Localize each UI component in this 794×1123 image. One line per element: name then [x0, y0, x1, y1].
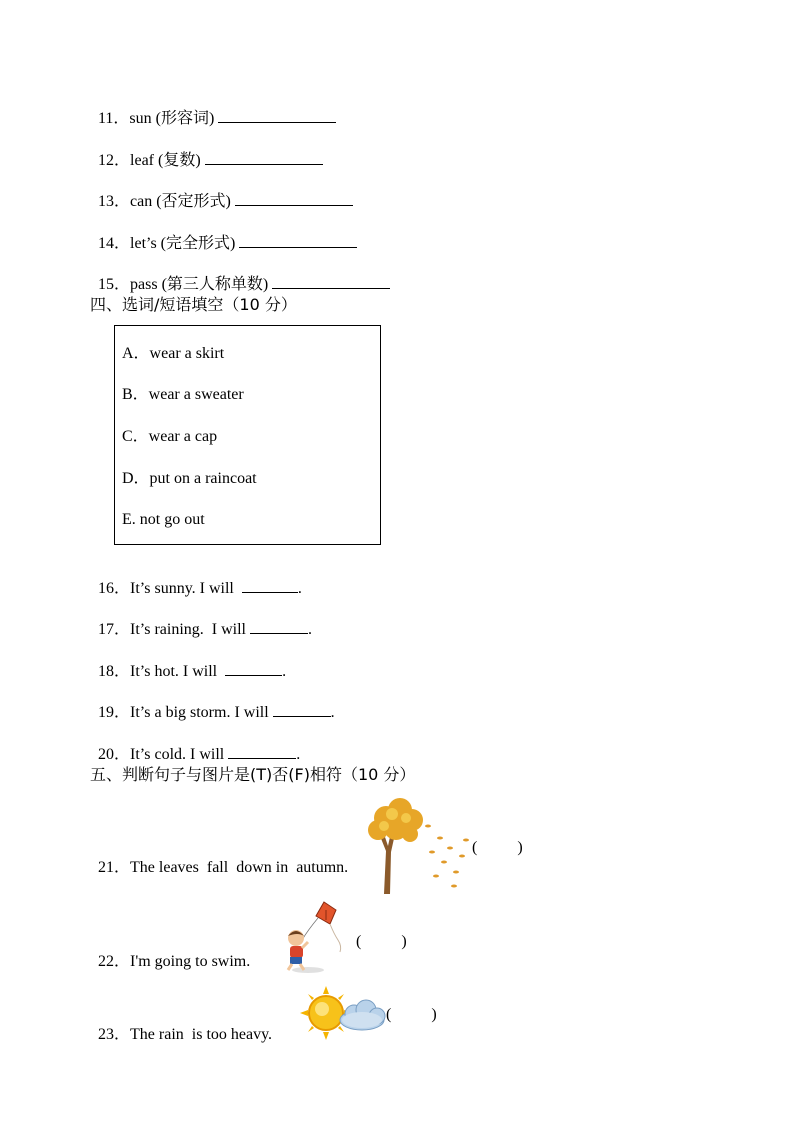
- question-18: [90, 641, 286, 682]
- question-number: 13．: [98, 193, 131, 210]
- sentence-end: .: [297, 580, 302, 597]
- option-d: D．put on a raincoat: [122, 470, 257, 487]
- word-bank-box: [114, 325, 381, 545]
- question-14: [90, 213, 357, 254]
- question-13: [90, 171, 353, 212]
- question-text: The leaves fall down in autumn.: [130, 859, 349, 876]
- answer-blank[interactable]: [235, 191, 353, 206]
- question-text: pass (第三人称单数): [130, 276, 273, 293]
- answer-parentheses[interactable]: ( ): [356, 933, 407, 950]
- question-number: 14．: [98, 235, 131, 252]
- question-text: let’s (完全形式): [130, 235, 240, 252]
- question-number: 15．: [98, 276, 131, 293]
- question-number: 12．: [98, 152, 131, 169]
- question-text: It’s cold. I will: [130, 746, 229, 763]
- answer-parentheses[interactable]: ( ): [386, 1006, 437, 1023]
- answer-blank[interactable]: [239, 233, 357, 248]
- sun-and-cloud-picture: [300, 986, 388, 1040]
- answer-blank[interactable]: [218, 108, 336, 123]
- question-text: leaf (复数): [130, 152, 205, 169]
- question-number: 17．: [98, 621, 131, 638]
- question-text: It’s hot. I will: [130, 663, 226, 680]
- answer-blank[interactable]: [225, 661, 282, 676]
- question-number: 22．: [98, 953, 131, 970]
- question-number: 11．: [98, 110, 130, 127]
- question-text: I'm going to swim.: [130, 953, 251, 970]
- answer-blank[interactable]: [250, 619, 308, 634]
- question-text: It’s sunny. I will: [130, 580, 242, 597]
- question-number: 16．: [98, 580, 131, 597]
- question-number: 23．: [98, 1026, 131, 1043]
- answer-blank[interactable]: [228, 744, 296, 759]
- section-5-heading: 五、判断句子与图片是(T)否(F)相符（10 分）: [90, 765, 416, 784]
- question-text: The rain is too heavy.: [130, 1026, 273, 1043]
- answer-blank[interactable]: [273, 702, 331, 717]
- question-number: 20．: [98, 746, 131, 763]
- question-12: [90, 130, 323, 171]
- section-4-heading: 四、选词/短语填空（10 分）: [90, 295, 297, 314]
- sentence-end: .: [330, 704, 335, 721]
- question-15: [90, 254, 390, 295]
- answer-blank[interactable]: [205, 150, 323, 165]
- boy-flying-kite-picture: [278, 900, 352, 976]
- question-21: [90, 838, 348, 878]
- question-number: 19．: [98, 704, 131, 721]
- option-b: B．wear a sweater: [122, 386, 244, 403]
- sentence-end: .: [282, 663, 287, 680]
- question-16: [90, 558, 302, 599]
- question-text: sun (形容词): [129, 110, 219, 127]
- question-number: 21．: [98, 859, 131, 876]
- answer-blank[interactable]: [272, 274, 390, 289]
- answer-blank[interactable]: [242, 578, 298, 593]
- question-11: [90, 88, 336, 129]
- question-number: 18．: [98, 663, 131, 680]
- question-17: [90, 599, 312, 640]
- question-20: [90, 724, 300, 765]
- autumn-tree-picture: [366, 796, 476, 896]
- option-c: C．wear a cap: [122, 428, 218, 445]
- sentence-end: .: [296, 746, 301, 763]
- question-text: can (否定形式): [130, 193, 235, 210]
- option-e: E. not go out: [122, 511, 205, 528]
- answer-parentheses[interactable]: ( ): [472, 839, 523, 856]
- question-text: It’s a big storm. I will: [130, 704, 273, 721]
- option-a: A．wear a skirt: [122, 345, 225, 362]
- question-text: It’s raining. I will: [130, 621, 250, 638]
- sentence-end: .: [308, 621, 312, 638]
- question-22: [90, 932, 250, 972]
- question-19: [90, 682, 335, 723]
- question-23: [90, 1005, 272, 1045]
